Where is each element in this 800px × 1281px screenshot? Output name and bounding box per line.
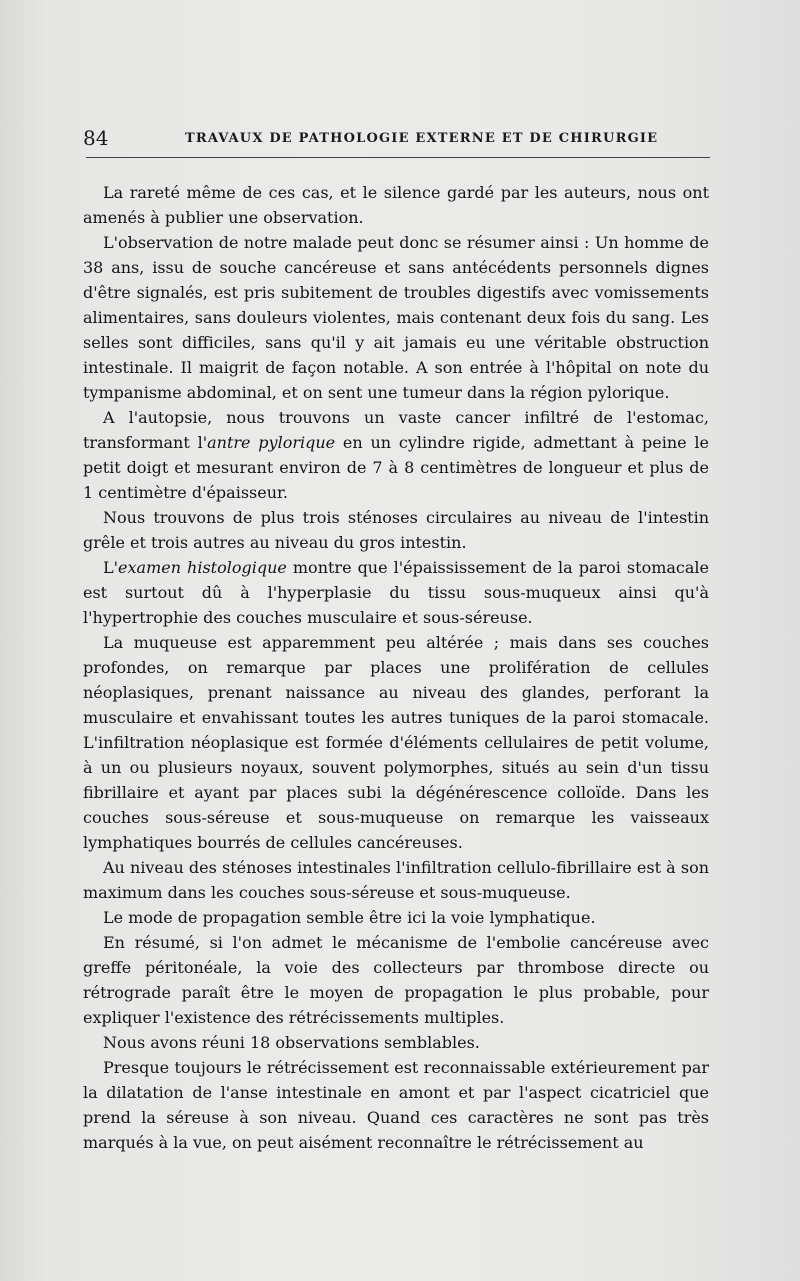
running-head: TRAVAUX DE PATHOLOGIE EXTERNE ET DE CHIRURGIE [185,131,659,146]
text-run: A l'autopsie, nous trouvons un vaste cancer infiltré de l'estomac, transformant l' [83,408,709,452]
paragraph: Presque toujours le rétrécissement est reconnaissable extérieurement par la dilatation de l'anse intestinale en amont et par l'aspect cicatriciel que prend la séreuse à son niveau. Quand ces caractères ne sont pas très marqués à la vue, on peut aisément reconnaître le rétrécissement au [83,1058,709,1152]
italic-term: antre pylorique [207,433,336,452]
paragraph [83,555,709,630]
paragraph: Au niveau des sténoses intestinales l'infiltration cellulo-fibrillaire est à son maximum dans les couches sous-séreuse et sous-muqueuse. [83,858,709,902]
body-text [83,180,709,1155]
paragraph [83,405,709,505]
italic-term: examen histologique [118,558,287,577]
page-number: 84 [83,126,109,150]
paragraph: Nous trouvons de plus trois sténoses circulaires au niveau de l'intestin grêle et trois autres au niveau du gros intestin. [83,508,709,552]
paragraph: La muqueuse est apparemment peu altérée ; mais dans ses couches profondes, on remarque par places une prolifération de cellules néoplasiques, prenant naissance au niveau des glandes, perforant la musculaire et envahissant toutes les autres tuniques de la paroi stomacale. L'infiltration néoplasique est formée d'éléments cellulaires de petit volume, à un ou plusieurs noyaux, souvent polymorphes, situés au sein d'un tissu fibrillaire et ayant par places subi la dégénérescence colloïde. Dans les couches sous-séreuse et sous-muqueuse on remarque les vaisseaux lymphatiques bourrés de cellules cancéreuses. [83,633,709,852]
text-run: L' [103,558,119,577]
paragraph: L'observation de notre malade peut donc se résumer ainsi : Un homme de 38 ans, issu de souche cancéreuse et sans antécédents personnels dignes d'être signalés, est pris subitement de troubles digestifs avec vomissements alimentaires, sans douleurs violentes, mais contenant deux fois du sang. Les selles sont difficiles, sans qu'il y ait jamais eu une véritable obstruction intestinale. Il maigrit de façon notable. A son entrée à l'hôpital on note du tympanisme abdominal, et on sent une tumeur dans la région pylorique. [83,233,709,402]
text-run: en un cylindre rigide, admettant à peine le petit doigt et mesurant environ de 7 à 8 centimètres de longueur et plus de 1 centimètre d'épaisseur. [83,433,710,502]
paragraph: En résumé, si l'on admet le mécanisme de l'embolie cancéreuse avec greffe péritonéale, la voie des collecteurs par thrombose directe ou rétrograde paraît être le moyen de propagation le plus probable, pour expliquer l'existence des rétrécissements multiples. [83,933,709,1027]
page-header [83,126,713,150]
paragraph: Nous avons réuni 18 observations semblables. [103,1033,480,1052]
paragraph: La rareté même de ces cas, et le silence gardé par les auteurs, nous ont amenés à publier une observation. [83,183,709,227]
paragraph: Le mode de propagation semble être ici la voie lymphatique. [103,908,596,927]
text-run: montre que l'épaississement de la paroi stomacale est surtout dû à l'hyperplasie du tissu sous-muqueux ainsi qu'à l'hypertrophie des couches musculaire et sous-séreuse. [83,558,709,627]
header-rule [86,157,710,158]
